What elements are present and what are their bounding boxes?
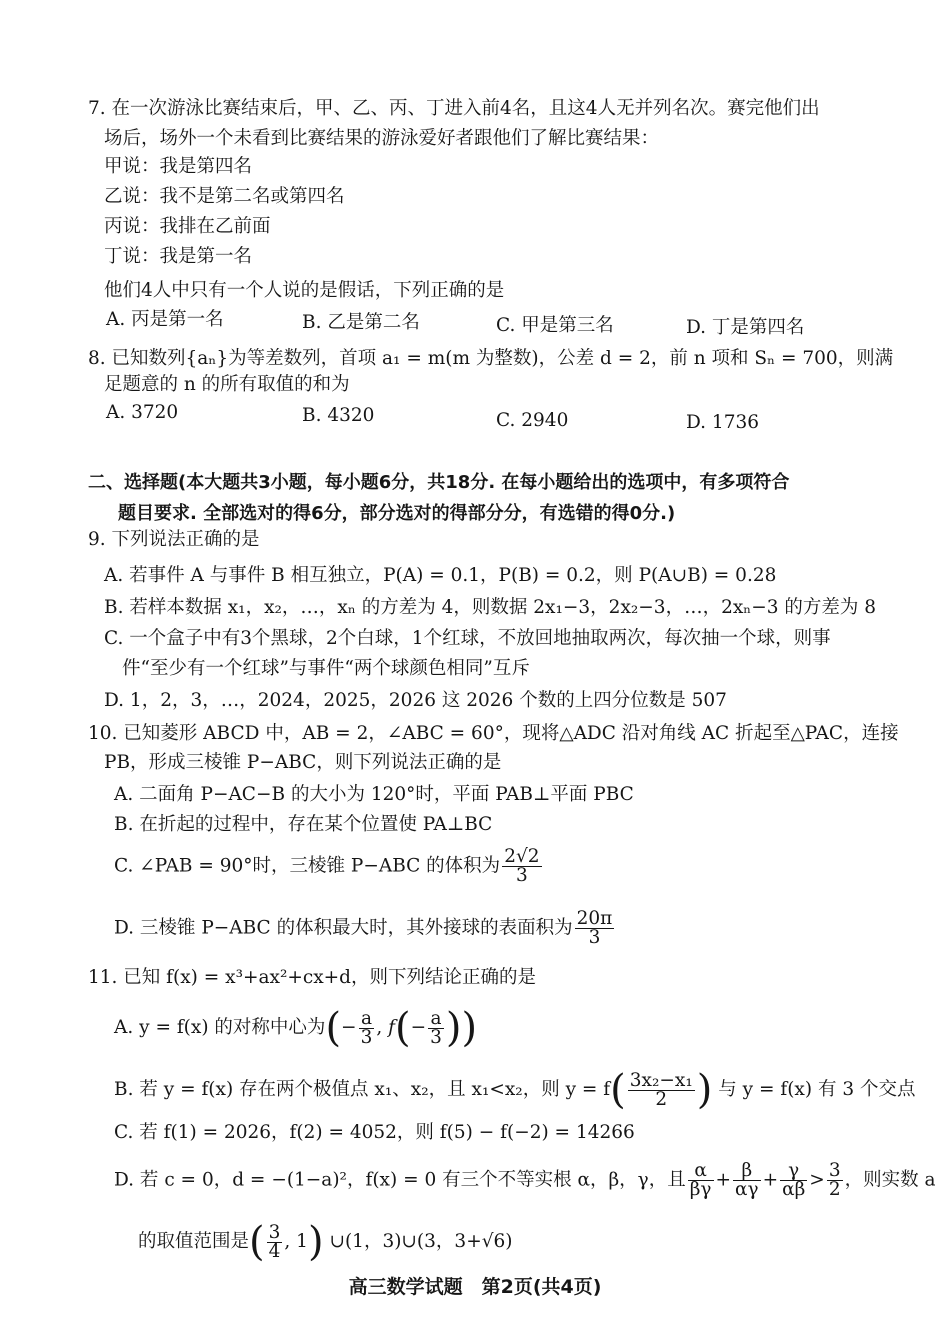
q10-option-b: B. 在折起的过程中，存在某个位置使 PA⊥BC <box>114 814 493 835</box>
q7-option-a: A. 丙是第一名 <box>106 309 224 330</box>
fraction <box>827 1162 843 1199</box>
q11-option-a-text: A. y = f(x) 的对称中心为 <box>114 1017 326 1038</box>
q11-option-d-line2: 的取值范围是( $\frac{3}{4}$ , 1) ∪(1，3)∪(3，3+√6) <box>138 1219 513 1265</box>
q7-statement-jia: 甲说：我是第四名 <box>104 156 253 177</box>
q10-line2: PB，形成三棱锥 P−ABC，则下列说法正确的是 <box>104 752 502 773</box>
fraction <box>267 1221 283 1262</box>
q11-option-d-tail: ，则实数 a <box>844 1169 936 1191</box>
fraction <box>628 1069 695 1110</box>
fraction-denominator: 3 <box>430 1026 442 1048</box>
q7-line1: 7. 在一次游泳比赛结束后，甲、乙、丙、丁进入前4名，且这4人无并列名次。赛完他们出 <box>88 98 820 119</box>
fraction-numerator: 2√2 <box>504 846 540 867</box>
fraction-denominator: 4 <box>268 1240 281 1262</box>
fraction-numerator: 3 <box>828 1160 841 1181</box>
fraction-numerator: β <box>733 1162 761 1181</box>
left-paren: ( <box>249 1219 265 1265</box>
fraction-numerator: α <box>688 1162 714 1181</box>
fraction-denominator: 3 <box>360 1026 373 1048</box>
fraction <box>359 1007 375 1048</box>
fraction <box>733 1162 761 1199</box>
q11-option-d: D. 若 c = 0，d = −(1−a)²，f(x) = 0 有三个不等实根 α，β，γ，且 $\frac{\alpha}{\beta\gamma}$ + $\frac{\beta}{\alpha\gamma}$ + $\frac{\gamma}{\alpha\beta}$ > $\frac{3}{2}$ ，则实数 a <box>114 1160 936 1200</box>
fraction <box>688 1162 714 1199</box>
left-paren: ( <box>394 1005 411 1051</box>
left-paren: ( <box>325 1005 342 1051</box>
left-paren: ( <box>610 1067 626 1113</box>
q8-option-c: C. 2940 <box>496 410 569 431</box>
fraction-denominator: 3 <box>515 865 528 886</box>
fraction <box>780 1162 807 1199</box>
q10-line1: 10. 已知菱形 ABCD 中，AB = 2，∠ABC = 60°，现将△ADC 沿对角线 AC 折起至△PAC，连接 <box>88 723 899 744</box>
q8-option-d: D. 1736 <box>686 412 760 433</box>
section-2-heading-line2: 题目要求. 全部选对的得6分，部分选对的得部分分，有选错的得0分.) <box>118 503 676 524</box>
q7-option-b: B. 乙是第二名 <box>302 312 420 333</box>
q7-statement-yi: 乙说：我不是第二名或第四名 <box>104 186 345 207</box>
q7-option-c: C. 甲是第三名 <box>496 315 614 336</box>
fraction <box>502 848 541 885</box>
q7-statement-ding: 丁说：我是第一名 <box>104 246 253 267</box>
q11-option-b-text: B. 若 y = f(x) 存在两个极值点 x₁、x₂，且 x₁<x₂，则 y = f <box>114 1079 611 1100</box>
q11-option-d2-tail: ∪(1，3)∪(3，3+√6) <box>329 1231 513 1252</box>
q7-line2: 场后，场外一个未看到比赛结果的游泳爱好者跟他们了解比赛结果： <box>104 128 660 149</box>
q8-line1: 8. 已知数列{aₙ}为等差数列，首项 a₁ = m(m 为整数)，公差 d = 2，前 n 项和 Sₙ = 700，则满 <box>88 348 894 369</box>
fraction-numerator: γ <box>780 1162 807 1181</box>
q7-option-d: D. 丁是第四名 <box>686 317 805 338</box>
fraction-denominator: 2 <box>828 1179 841 1200</box>
q11-option-a: A. y = f(x) 的对称中心为(− $\frac{a}{3}$ , f(− $\frac{a}{3}$ )) <box>114 1005 478 1051</box>
q7-stem: 他们4人中只有一个人说的是假话，下列正确的是 <box>104 280 505 301</box>
q8-line2: 足题意的 n 的所有取值的和为 <box>104 374 350 395</box>
fraction-denominator: βγ <box>689 1179 712 1200</box>
section-2-heading-line1: 二、选择题(本大题共3小题，每小题6分，共18分. 在每小题给出的选项中，有多项符合 <box>88 472 790 493</box>
fraction-numerator: 20π <box>576 908 613 929</box>
right-paren: ) <box>307 1219 324 1265</box>
q11-option-d-text: D. 若 c = 0，d = −(1−a)²，f(x) = 0 有三个不等实根 α，β，γ，且 <box>114 1169 686 1191</box>
q10-option-d <box>114 910 616 947</box>
fraction-numerator: a <box>428 1010 444 1029</box>
q7-options <box>106 307 906 338</box>
q9-option-c-line2: 件“至少有一个红球”与事件“两个球颜色相同”互斥 <box>122 658 530 679</box>
fraction-denominator: αγ <box>735 1179 759 1200</box>
q8-option-a: A. 3720 <box>106 402 179 423</box>
fraction <box>575 910 615 947</box>
q9-option-c-line1: C. 一个盒子中有3个黑球，2个白球，1个红球，不放回地抽取两次，每次抽一个球，则事 <box>104 628 831 649</box>
q9-option-b: B. 若样本数据 x₁，x₂，…，xₙ 的方差为 4，则数据 2x₁−3，2x₂−3，…，2xₙ−3 的方差为 8 <box>104 597 877 618</box>
q10-option-c <box>114 848 544 885</box>
fraction-denominator: 3 <box>588 927 601 948</box>
fraction-denominator: αβ <box>782 1179 806 1200</box>
fraction <box>428 1007 444 1048</box>
right-paren: ) <box>696 1067 713 1113</box>
fraction-denominator: 2 <box>655 1088 668 1110</box>
q7-statement-bing: 丙说：我排在乙前面 <box>104 216 271 237</box>
q11-stem: 11. 已知 f(x) = x³+ax²+cx+d，则下列结论正确的是 <box>88 967 537 988</box>
q11-option-c: C. 若 f(1) = 2026，f(2) = 4052，则 f(5) − f(−2) = 14266 <box>114 1122 635 1143</box>
fraction-numerator: 3x₂−x₁ <box>629 1069 693 1091</box>
q8-options <box>106 400 906 433</box>
q11-option-b <box>114 1067 916 1113</box>
q8-option-b: B. 4320 <box>302 405 375 426</box>
q10-option-c-text: C. ∠PAB = 90°时，三棱锥 P−ABC 的体积为 <box>114 855 501 877</box>
q10-option-d-text: D. 三棱锥 P−ABC 的体积最大时，其外接球的表面积为 <box>114 917 573 939</box>
fraction-numerator: 3 <box>268 1221 281 1243</box>
q11-option-b-tail: 与 y = f(x) 有 3 个交点 <box>718 1079 916 1100</box>
q9-option-d: D. 1，2，3，…，2024，2025，2026 这 2026 个数的上四分位数是 507 <box>104 690 727 711</box>
q9-option-a: A. 若事件 A 与事件 B 相互独立，P(A) = 0.1，P(B) = 0.2，则 P(A∪B) = 0.28 <box>104 565 777 586</box>
q11-option-d2-text: 的取值范围是 <box>138 1231 250 1252</box>
q10-option-a: A. 二面角 P−AC−B 的大小为 120°时，平面 PAB⊥平面 PBC <box>114 784 634 805</box>
fraction-numerator: a <box>359 1010 375 1029</box>
q9-stem: 9. 下列说法正确的是 <box>88 529 260 550</box>
right-paren: )) <box>445 1005 478 1051</box>
page-footer: 高三数学试题 第2页(共4页) <box>348 1276 602 1298</box>
